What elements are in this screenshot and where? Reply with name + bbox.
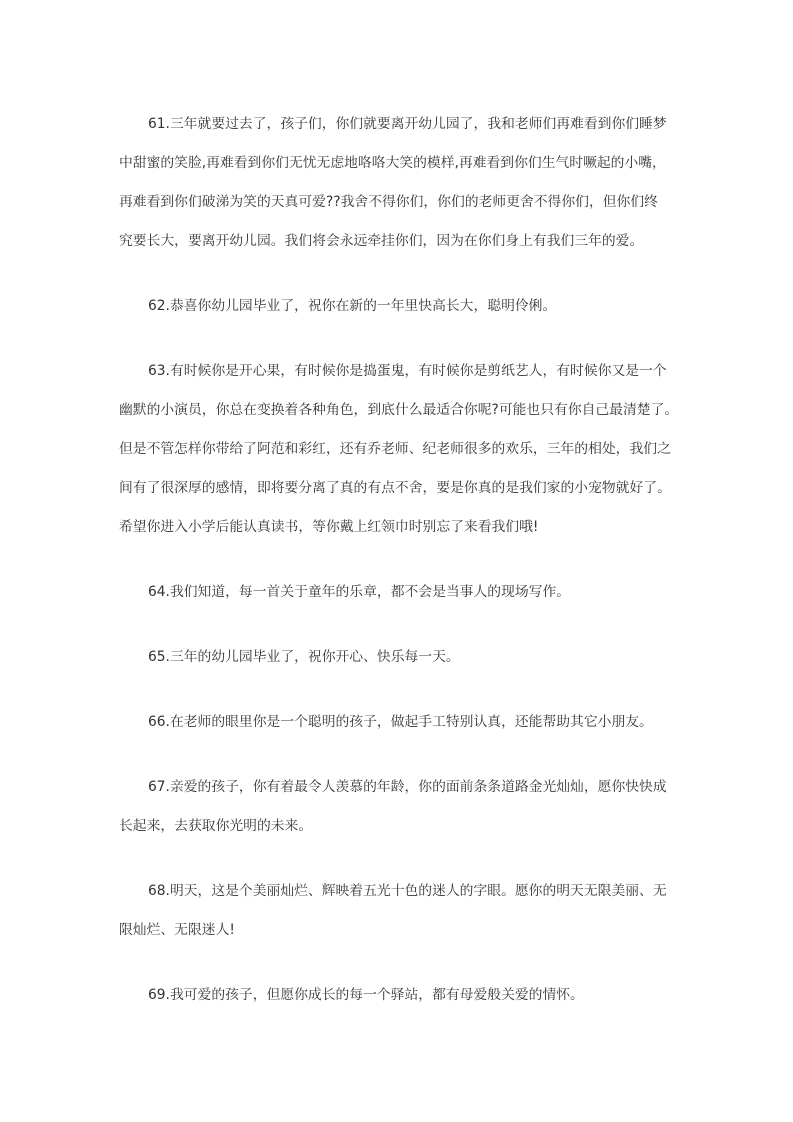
paragraph-67 — [119, 768, 719, 846]
paragraph-line: 幽默的小演员，你总在变换着各种角色，到底什么最适合你呢?可能也只有你自己最清楚了。 — [119, 402, 679, 418]
paragraph-line: 再难看到你们破涕为笑的天真可爱??我舍不得你们，你们的老师更舍不得你们，但你们终 — [119, 194, 658, 210]
paragraph-line: 61.三年就要过去了，孩子们，你们就要离开幼儿园了，我和老师们再难看到你们睡梦 — [148, 116, 667, 132]
paragraph-63 — [119, 352, 719, 547]
paragraph-64 — [119, 573, 719, 612]
paragraph-line: 间有了很深厚的感情，即将要分离了真的有点不舍，要是你真的是我们家的小宠物就好了。 — [119, 480, 671, 496]
paragraph-line: 长起来，去获取你光明的未来。 — [119, 818, 313, 834]
paragraph-line: 限灿烂、无限迷人! — [119, 922, 235, 938]
paragraph-line: 究要长大，要离开幼儿园。我们将会永远牵挂你们，因为在你们身上有我们三年的爱。 — [119, 233, 644, 249]
paragraph-line: 68.明天，这是个美丽灿烂、辉映着五光十色的迷人的字眼。愿你的明天无限美丽、无 — [148, 883, 667, 899]
paragraph-line: 64.我们知道，每一首关于童年的乐章，都不会是当事人的现场写作。 — [148, 584, 571, 600]
paragraph-65 — [119, 638, 719, 677]
paragraph-line: 但是不管怎样你带给了阿范和彩红，还有乔老师、纪老师很多的欢乐，三年的相处，我们之 — [119, 441, 671, 457]
paragraph-line: 67.亲爱的孩子，你有着最令人羡慕的年龄，你的面前条条道路金光灿灿，愿你快快成 — [148, 779, 667, 795]
paragraph-line: 中甜蜜的笑脸,再难看到你们无忧无虑地咯咯大笑的模样,再难看到你们生气时噘起的小嘴， — [119, 155, 666, 171]
paragraph-69 — [119, 976, 719, 1015]
paragraph-line: 希望你进入小学后能认真读书，等你戴上红领巾时别忘了来看我们哦! — [119, 519, 539, 535]
paragraph-61 — [119, 105, 719, 261]
paragraph-line: 69.我可爱的孩子，但愿你成长的每一个驿站，都有母爱般关爱的情怀。 — [148, 987, 584, 1003]
paragraph-line: 62.恭喜你幼儿园毕业了，祝你在新的一年里快高长大，聪明伶俐。 — [148, 298, 557, 314]
paragraph-68 — [119, 872, 719, 950]
paragraph-66 — [119, 703, 719, 742]
paragraph-line: 65.三年的幼儿园毕业了，祝你开心、快乐每一天。 — [148, 649, 460, 665]
document-body — [119, 105, 719, 1041]
paragraph-62 — [119, 287, 719, 326]
paragraph-line: 66.在老师的眼里你是一个聪明的孩子，做起手工特别认真，还能帮助其它小朋友。 — [148, 714, 653, 730]
paragraph-line: 63.有时候你是开心果，有时候你是捣蛋鬼，有时候你是剪纸艺人，有时候你又是一个 — [148, 363, 667, 379]
